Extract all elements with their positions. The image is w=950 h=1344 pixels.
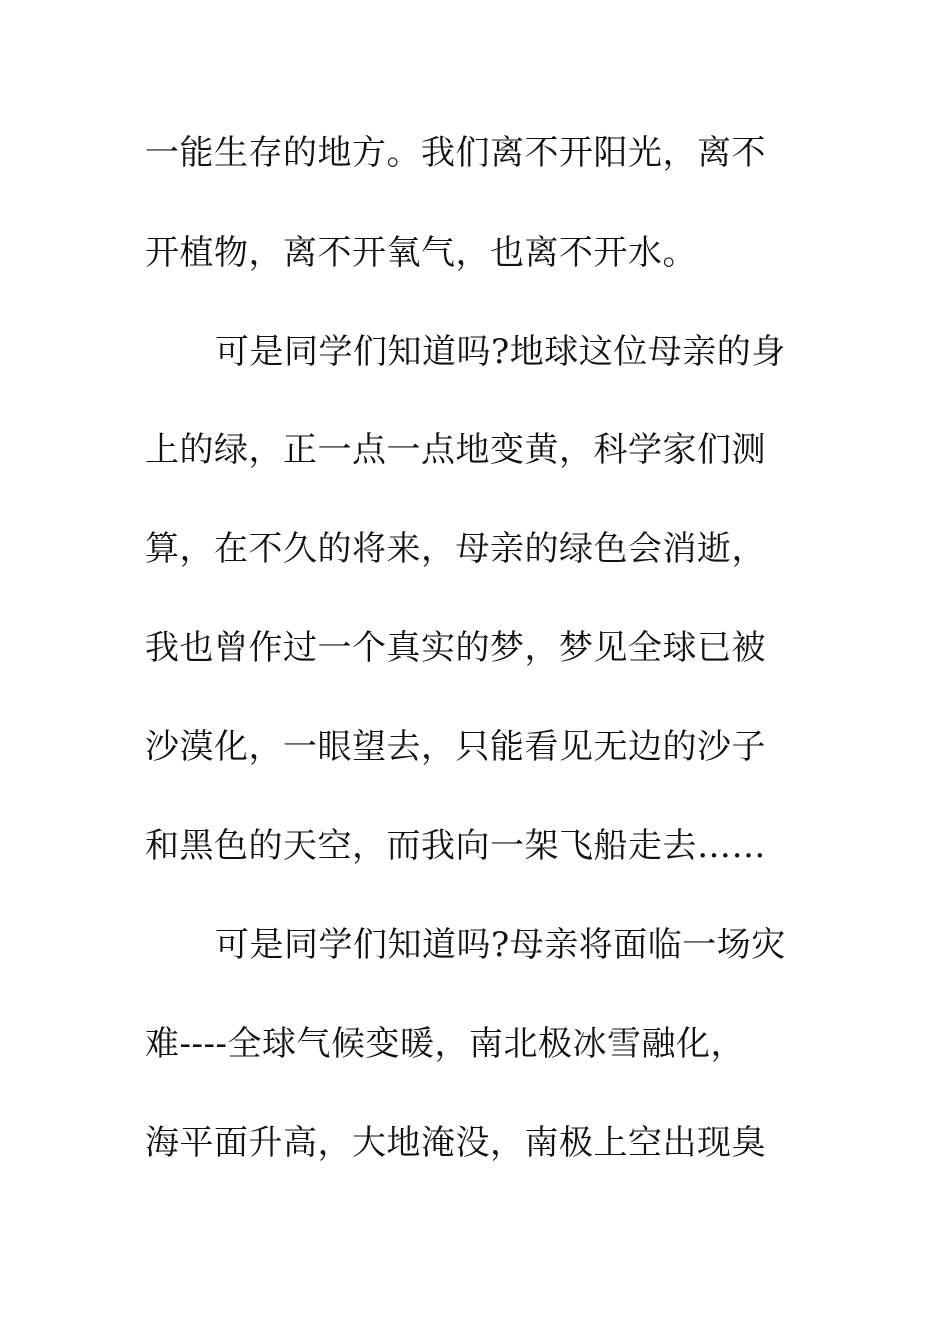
text-line: 我也曾作过一个真实的梦，梦见全球已被: [145, 628, 766, 668]
text-line: 难----全球气候变暖，南北极冰雪融化，: [145, 1024, 745, 1064]
text-line: 上的绿，正一点一点地变黄，科学家们测: [145, 430, 766, 470]
text-line: 开植物，离不开氧气，也离不开水。: [145, 233, 697, 273]
text-line: 海平面升高，大地淹没，南极上空出现臭: [145, 1123, 766, 1163]
paragraph-start-line: 可是同学们知道吗?地球这位母亲的身: [215, 332, 786, 372]
text-line: 算，在不久的将来，母亲的绿色会消逝，: [145, 529, 766, 569]
text-line: 一能生存的地方。我们离不开阳光，离不: [145, 133, 766, 173]
text-line: 沙漠化，一眼望去，只能看见无边的沙子: [145, 727, 766, 767]
paragraph-start-line: 可是同学们知道吗?母亲将面临一场灾: [215, 925, 786, 965]
text-line: 和黑色的天空，而我向一架飞船走去……: [145, 826, 766, 866]
